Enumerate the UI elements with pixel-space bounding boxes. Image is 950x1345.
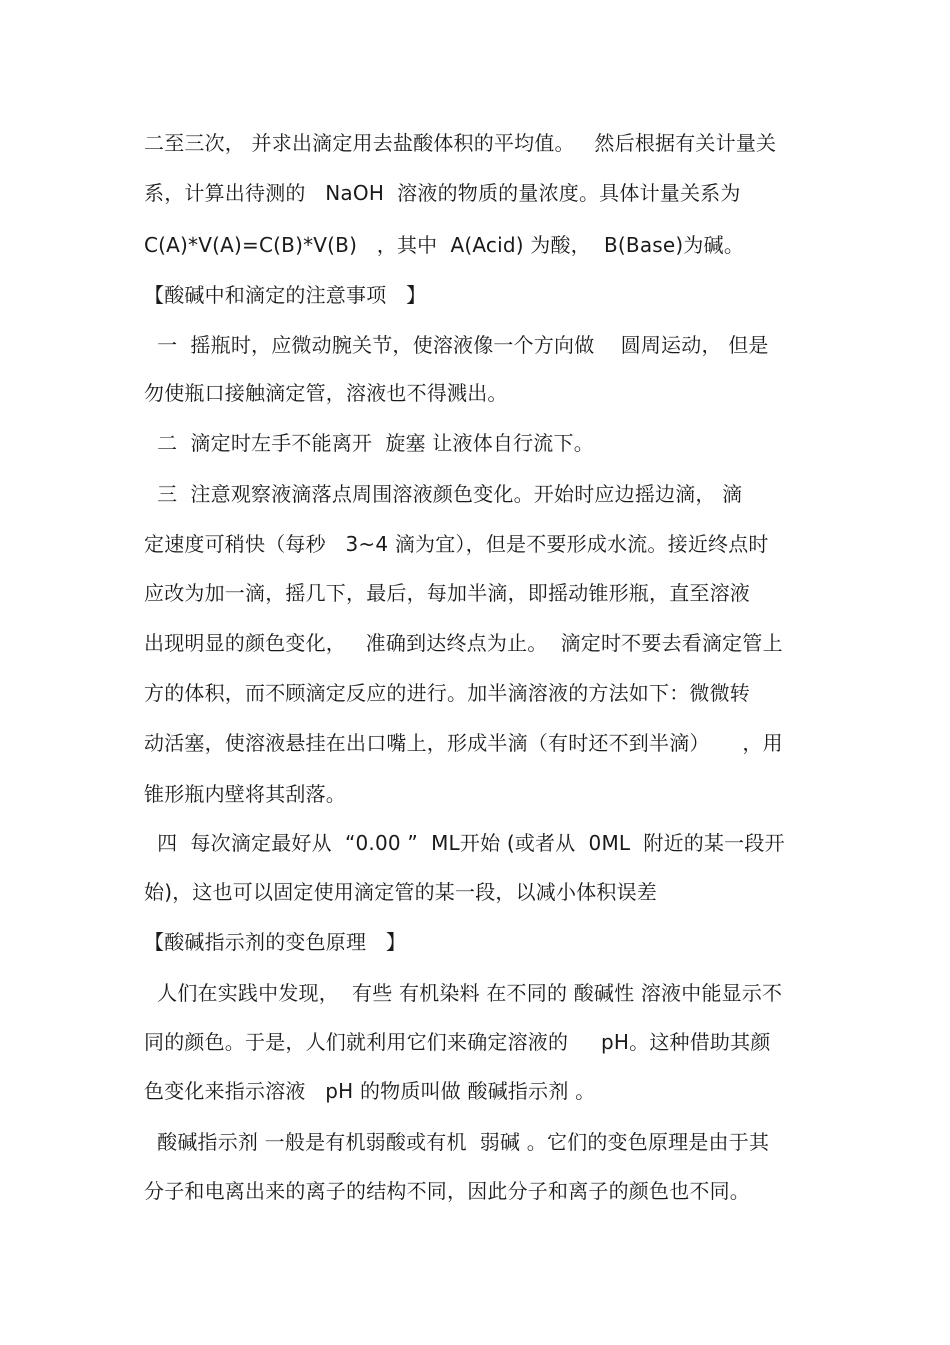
text-line: 始)，这也可以固定使用滴定管的某一段，以减小体积误差	[144, 880, 658, 904]
text-line: 方的体积，而不顾滴定反应的进行。加半滴溶液的方法如下：微微转	[144, 681, 750, 705]
text-line: C(A)*V(A)=C(B)*V(B) ，其中 A(Acid) 为酸， B(Base)为碱。	[144, 233, 745, 257]
text-line: 同的颜色。于是，人们就利用它们来确定溶液的 pH。这种借助其颜	[144, 1030, 771, 1054]
text-line: 分子和电离出来的离子的结构不同，因此分子和离子的颜色也不同。	[144, 1179, 750, 1203]
text-line: 二至三次， 并求出滴定用去盐酸体积的平均值。 然后根据有关计量关	[144, 131, 777, 155]
text-line: 色变化来指示溶液 pH 的物质叫做 酸碱指示剂 。	[144, 1079, 596, 1103]
text-line: 应改为加一滴，摇几下，最后，每加半滴，即摇动锥形瓶，直至溶液	[144, 581, 750, 605]
text-line: 一 摇瓶时，应微动腕关节，使溶液像一个方向做 圆周运动， 但是	[144, 333, 769, 357]
text-line: 二 滴定时左手不能离开 旋塞 让液体自行流下。	[144, 431, 594, 455]
text-line: 动活塞，使溶液悬挂在出口嘴上，形成半滴（有时还不到半滴） ，用	[144, 731, 783, 755]
text-line: 出现明显的颜色变化， 准确到达终点为止。 滴定时不要去看滴定管上	[144, 631, 783, 655]
text-line: 人们在实践中发现， 有些 有机染料 在不同的 酸碱性 溶液中能显示不	[144, 981, 783, 1005]
text-line: 四 每次滴定最好从 “0.00 ” ML开始 (或者从 0ML 附近的某一段开	[144, 831, 785, 855]
text-line: 勿使瓶口接触滴定管，溶液也不得溅出。	[144, 381, 508, 405]
text-line: 定速度可稍快（每秒 3~4 滴为宜），但是不要形成水流。接近终点时	[144, 532, 769, 556]
text-line: 酸碱指示剂 一般是有机弱酸或有机 弱碱 。它们的变色原理是由于其	[144, 1130, 770, 1154]
section-heading: 【酸碱指示剂的变色原理 】	[144, 930, 407, 954]
text-line: 锥形瓶内壁将其刮落。	[144, 782, 346, 806]
text-line: 系，计算出待测的 NaOH 溶液的物质的量浓度。具体计量关系为	[144, 181, 741, 205]
text-line: 三 注意观察液滴落点周围溶液颜色变化。开始时应边摇边滴， 滴	[144, 482, 743, 506]
section-heading: 【酸碱中和滴定的注意事项 】	[144, 283, 427, 307]
